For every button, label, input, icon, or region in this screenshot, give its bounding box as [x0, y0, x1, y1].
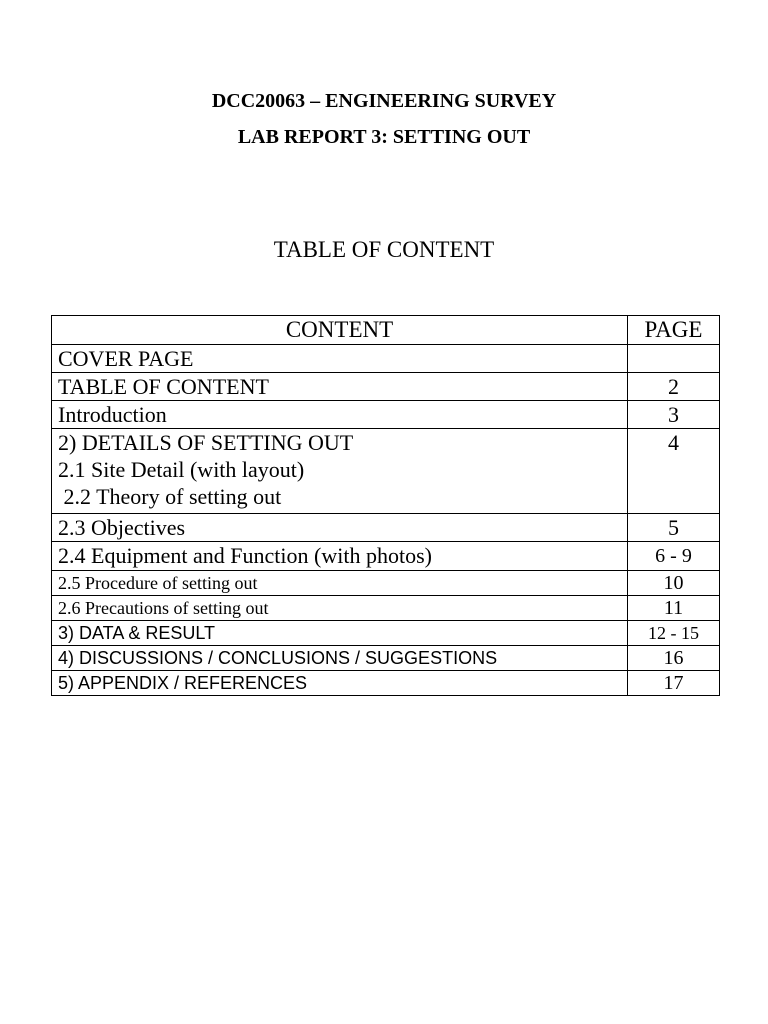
- toc-row: [52, 542, 720, 571]
- toc-entry-title: Introduction: [52, 401, 628, 429]
- toc-row: [52, 373, 720, 401]
- toc-entry-line: 2) DETAILS OF SETTING OUT: [58, 430, 354, 455]
- toc-entry-page: 12 - 15: [628, 621, 720, 646]
- toc-entry-title: 2.3 Objectives: [52, 514, 628, 542]
- toc-row: [52, 429, 720, 514]
- toc-entry-title: 4) DISCUSSIONS / CONCLUSIONS / SUGGESTIONS: [52, 646, 628, 671]
- toc-entry-title: 2.4 Equipment and Function (with photos): [52, 542, 628, 571]
- toc-row: [52, 345, 720, 373]
- course-title: DCC20063 – ENGINEERING SURVEY: [211, 90, 557, 112]
- toc-entry-page: 4: [628, 429, 720, 514]
- toc-entry-page: 10: [628, 571, 720, 596]
- toc-entry-title: COVER PAGE: [52, 345, 628, 373]
- toc-row: [52, 571, 720, 596]
- page-column-header: PAGE: [628, 316, 720, 345]
- toc-entry-title: 3) DATA & RESULT: [52, 621, 628, 646]
- toc-heading: TABLE OF CONTENT: [273, 237, 495, 262]
- toc-row: [52, 401, 720, 429]
- toc-entry-line: 2.1 Site Detail (with layout): [58, 457, 305, 482]
- toc-entry-title: 2.6 Precautions of setting out: [52, 596, 628, 621]
- toc-entry-page: [628, 345, 720, 373]
- toc-entry-title: [52, 429, 628, 514]
- toc-entry-page: 2: [628, 373, 720, 401]
- toc-row: [52, 671, 720, 696]
- toc-entry-page: 6 - 9: [628, 542, 720, 571]
- toc-row: [52, 646, 720, 671]
- toc-entry-title: TABLE OF CONTENT: [52, 373, 628, 401]
- toc-entry-title: 2.5 Procedure of setting out: [52, 571, 628, 596]
- toc-entry-page: 5: [628, 514, 720, 542]
- toc-entry-line: 2.2 Theory of setting out: [58, 484, 282, 509]
- toc-row: [52, 596, 720, 621]
- toc-entry-page: 17: [628, 671, 720, 696]
- toc-entry-title: 5) APPENDIX / REFERENCES: [52, 671, 628, 696]
- toc-entry-page: 16: [628, 646, 720, 671]
- toc-table: [51, 315, 720, 696]
- toc-entry-page: 11: [628, 596, 720, 621]
- content-column-header: CONTENT: [52, 316, 628, 345]
- toc-row: [52, 514, 720, 542]
- toc-row: [52, 621, 720, 646]
- report-title: LAB REPORT 3: SETTING OUT: [237, 126, 531, 148]
- toc-header-row: [52, 316, 720, 345]
- toc-entry-page: 3: [628, 401, 720, 429]
